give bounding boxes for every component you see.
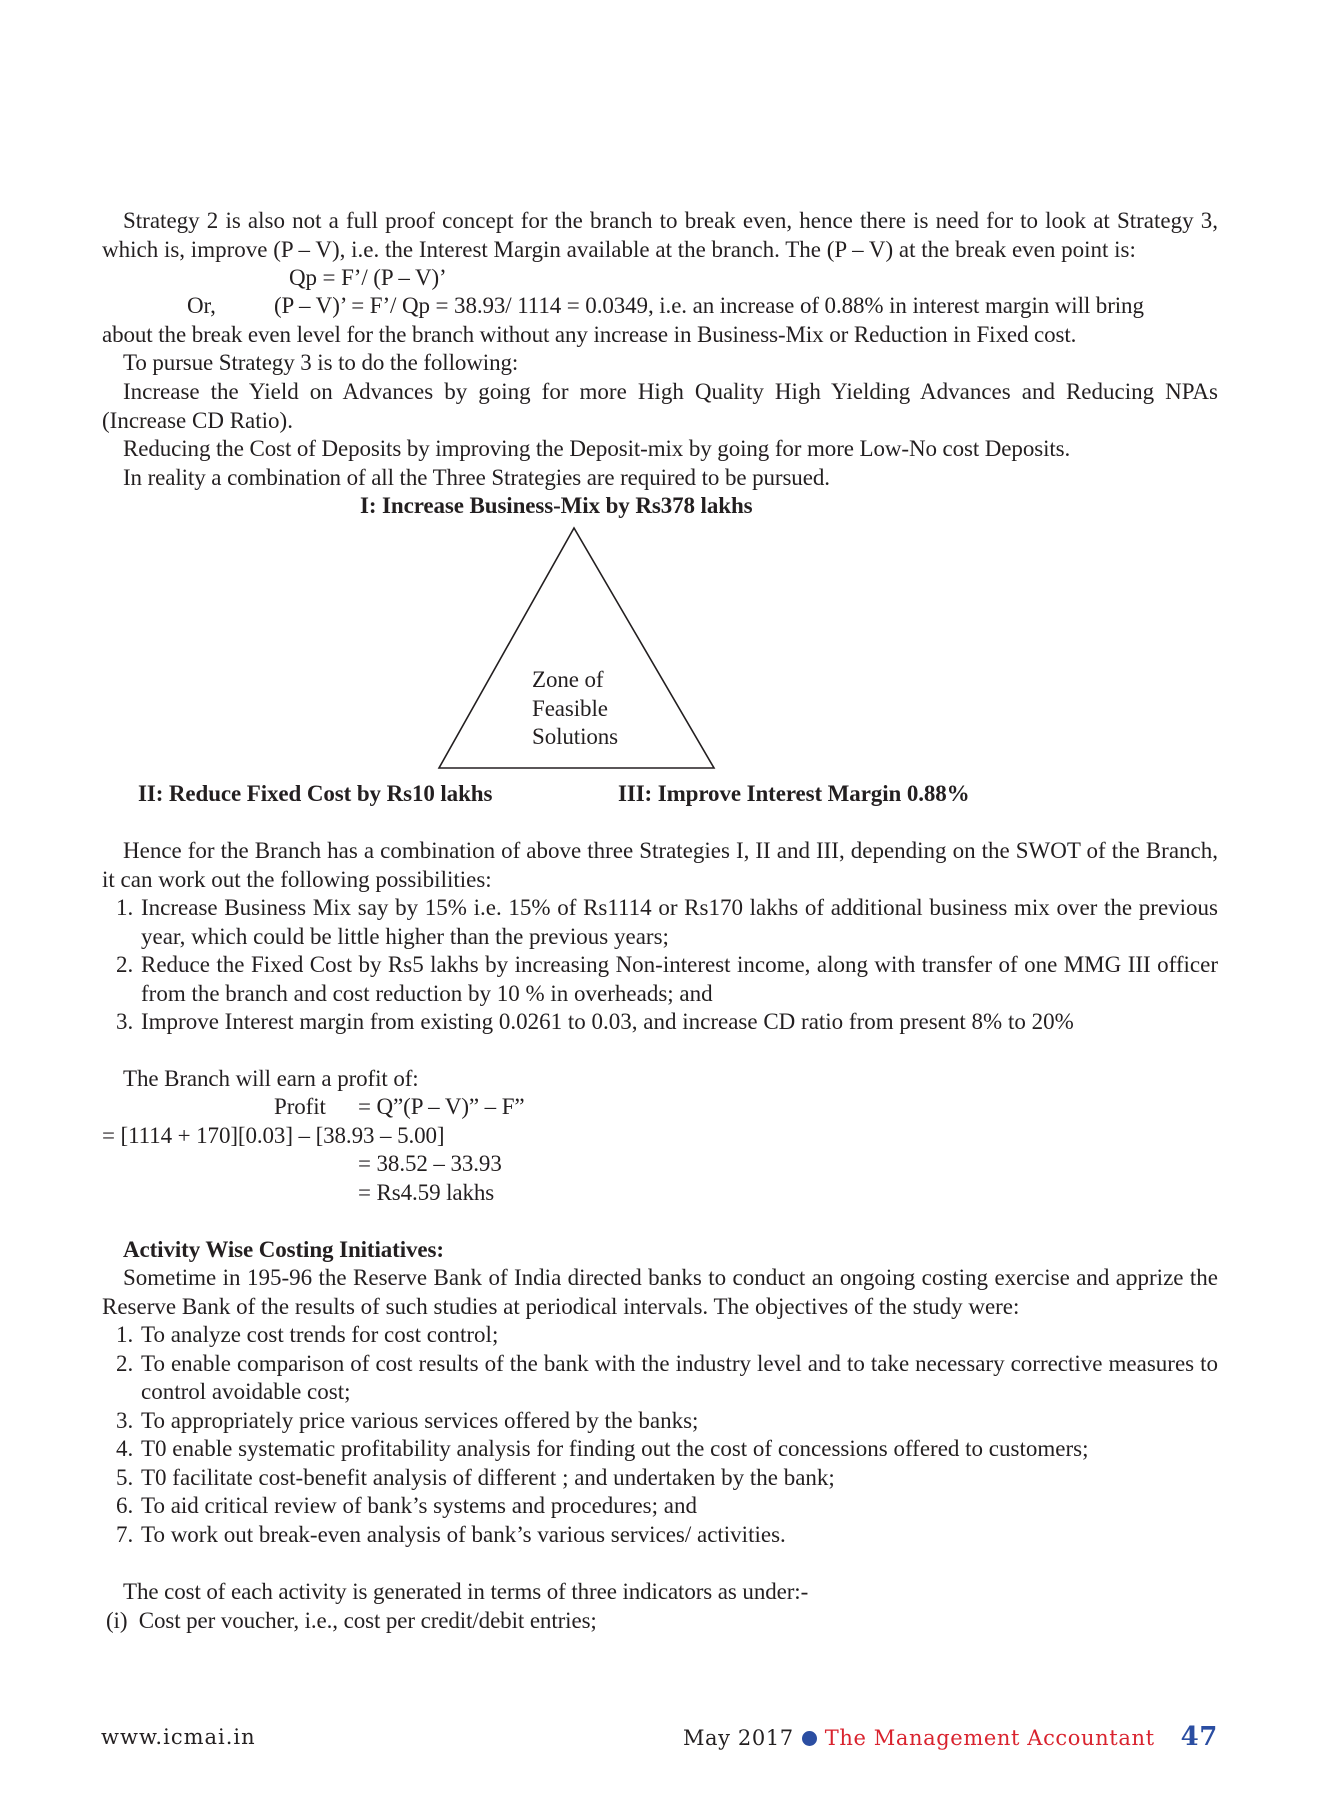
- list-number: 7.: [116, 1521, 134, 1547]
- objective-item-6: [116, 1492, 1218, 1521]
- profit-calc-2: = 38.52 – 33.93: [358, 1151, 502, 1176]
- possibility-item-3: [116, 1008, 1218, 1037]
- diagram-left-label: II: Reduce Fixed Cost by Rs10 lakhs: [138, 781, 493, 806]
- intro-paragraph: Strategy 2 is also not a full proof concept for the branch to break even, hence there is need for to look at Strategy 3, which is, improve (P – V), i.e. the Interest Margin available at the branch. The (P – V) at the break even point is:: [102, 208, 1218, 262]
- intro-continuation: about the break even level for the branch without any increase in Business-Mix or Reduction in Fixed cost.: [102, 322, 1077, 347]
- diagram-center-line-3: Solutions: [532, 724, 619, 749]
- list-number: 5.: [116, 1464, 134, 1490]
- list-text: Reduce the Fixed Cost by Rs5 lakhs by increasing Non-interest income, along with transfer of one MMG III officer from the branch and cost reduction by 10 % in overheads; and: [141, 952, 1218, 1006]
- indicators-intro: The cost of each activity is generated in terms of three indicators as under:-: [123, 1579, 809, 1604]
- objective-item-1: [116, 1321, 1218, 1350]
- possibilities-list: [116, 894, 1218, 1037]
- combination-paragraph: In reality a combination of all the Three Strategies are required to be pursued.: [123, 465, 830, 490]
- formula-pv: (P – V)’ = F’/ Qp = 38.93/ 1114 = 0.0349, i.e. an increase of 0.88% in interest margin will bring: [274, 293, 1144, 318]
- list-text: To appropriately price various services offered by the banks;: [141, 1407, 699, 1433]
- possibility-item-2: [116, 951, 1218, 1008]
- objective-item-4: [116, 1435, 1218, 1464]
- list-text: T0 enable systematic profitability analysis for finding out the cost of concessions offered to customers;: [141, 1436, 1089, 1461]
- profit-label: Profit: [274, 1094, 326, 1119]
- list-number: 1.: [116, 895, 134, 920]
- deposits-paragraph: Reducing the Cost of Deposits by improving the Deposit-mix by going for more Low-No cost Deposits.: [123, 436, 1071, 461]
- footer-magazine-title: The Management Accountant: [824, 1726, 1155, 1750]
- diagram-center-line-1: Zone of: [532, 667, 604, 692]
- objective-item-5: [116, 1464, 1218, 1493]
- page-number: 47: [1180, 1722, 1218, 1752]
- possibility-item-1: [116, 894, 1218, 951]
- diagram-right-label: III: Improve Interest Margin 0.88%: [618, 781, 970, 806]
- footer-website[interactable]: www.icmai.in: [101, 1725, 256, 1749]
- footer-masthead: [683, 1722, 1218, 1752]
- activity-heading: Activity Wise Costing Initiatives:: [123, 1237, 444, 1262]
- objective-item-7: [116, 1521, 1218, 1550]
- activity-intro: Sometime in 195-96 the Reserve Bank of India directed banks to conduct an ongoing costing exercise and apprize the Reserve Bank of the results of such studies at periodical intervals. The objectives of the study were:: [102, 1265, 1218, 1319]
- possibilities-intro: Hence for the Branch has a combination of above three Strategies I, II and III, depending on the SWOT of the Branch, it can work out the following possibilities:: [102, 838, 1218, 892]
- formula-qp: Qp = F’/ (P – V)’: [289, 265, 447, 290]
- strategy3-intro: To pursue Strategy 3 is to do the following:: [123, 350, 519, 375]
- objectives-list: [116, 1321, 1218, 1549]
- or-label: Or,: [187, 293, 216, 318]
- list-text: T0 facilitate cost-benefit analysis of different ; and undertaken by the bank;: [141, 1464, 835, 1490]
- indicator-item-1: (i) Cost per voucher, i.e., cost per credit/debit entries;: [106, 1608, 597, 1633]
- list-number: 2.: [116, 1350, 134, 1376]
- list-number: 3.: [116, 1009, 134, 1034]
- profit-calc-1: = [1114 + 170][0.03] – [38.93 – 5.00]: [102, 1123, 445, 1148]
- list-number: 6.: [116, 1493, 134, 1518]
- profit-formula: = Q”(P – V)” – F”: [358, 1094, 525, 1119]
- list-number: 3.: [116, 1407, 134, 1433]
- list-text: Improve Interest margin from existing 0.0261 to 0.03, and increase CD ratio from present 8% to 20%: [141, 1009, 1074, 1034]
- diagram-center-line-2: Feasible: [532, 696, 608, 721]
- list-number: 1.: [116, 1322, 134, 1347]
- objective-item-3: [116, 1407, 1218, 1436]
- list-text: To aid critical review of bank’s systems and procedures; and: [141, 1493, 697, 1518]
- diagram-top-label: I: Increase Business-Mix by Rs378 lakhs: [360, 493, 753, 518]
- bullet-dot-icon: [802, 1731, 817, 1746]
- list-text: To enable comparison of cost results of the bank with the industry level and to take necessary corrective measures to control avoidable cost;: [141, 1350, 1218, 1404]
- profit-result: = Rs4.59 lakhs: [358, 1180, 495, 1205]
- list-text: To analyze cost trends for cost control;: [141, 1322, 499, 1347]
- profit-intro: The Branch will earn a profit of:: [123, 1066, 419, 1091]
- list-number: 4.: [116, 1436, 134, 1461]
- list-text: Increase Business Mix say by 15% i.e. 15% of Rs1114 or Rs170 lakhs of additional business mix over the previous year, which could be little higher than the previous years;: [141, 895, 1218, 949]
- objective-item-2: [116, 1350, 1218, 1407]
- footer-date: May 2017: [682, 1726, 794, 1750]
- list-text: To work out break-even analysis of bank’s various services/ activities.: [141, 1521, 786, 1547]
- list-number: 2.: [116, 952, 134, 977]
- yield-paragraph: Increase the Yield on Advances by going for more High Quality High Yielding Advances and Reducing NPAs (Increase CD Ratio).: [102, 379, 1218, 433]
